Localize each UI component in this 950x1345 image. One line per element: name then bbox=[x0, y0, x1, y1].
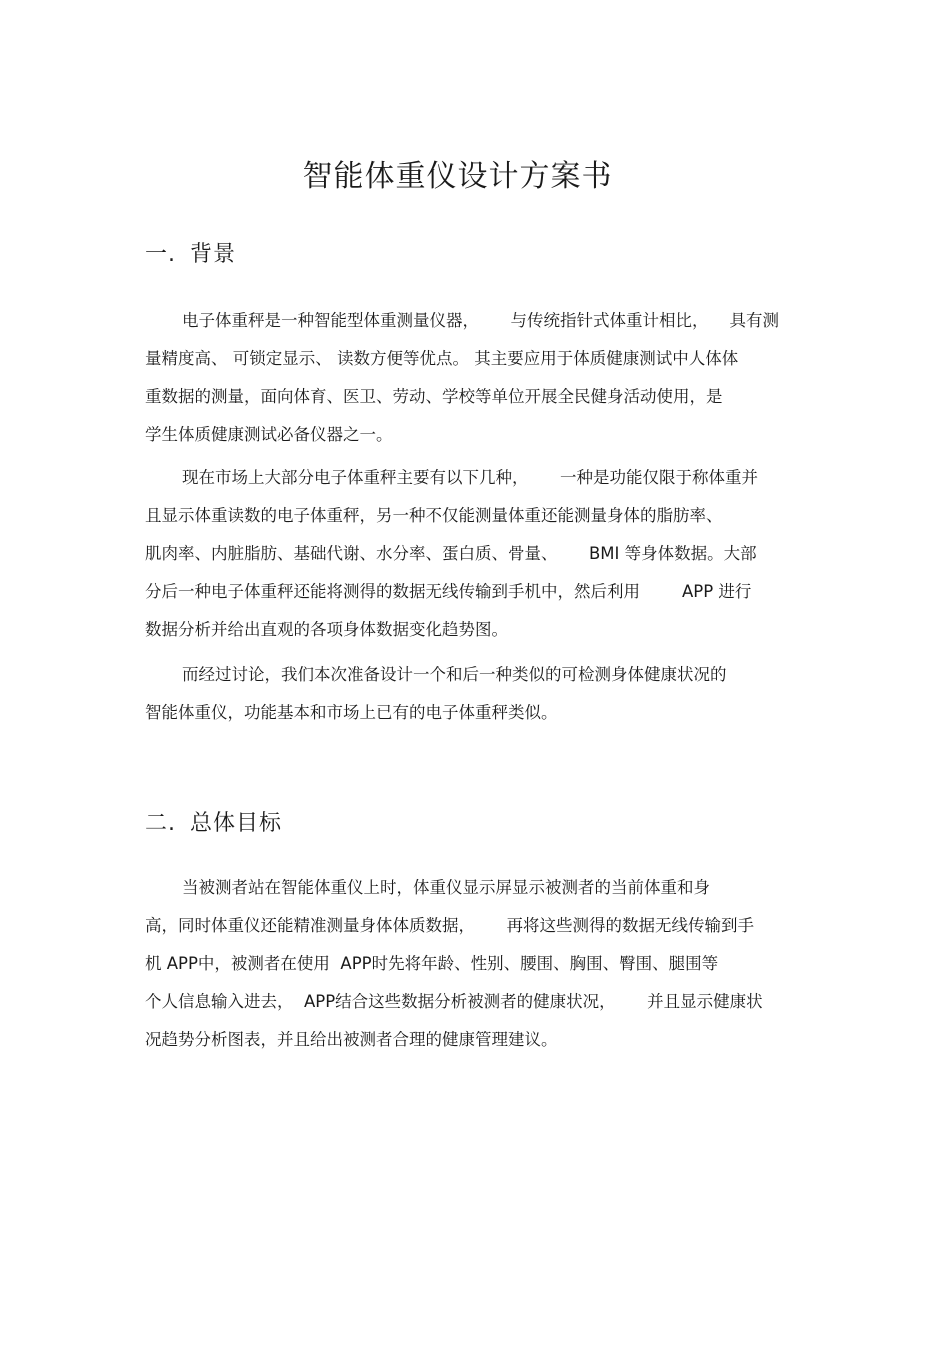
paragraph-line: 况趋势分析图表，并且给出被测者合理的健康管理建议。 bbox=[145, 1030, 558, 1049]
paragraph-line: 学生体质健康测试必备仪器之一。 bbox=[145, 425, 393, 444]
paragraph-line: 而经过讨论，我们本次准备设计一个和后一种类似的可检测身体健康状况的 bbox=[182, 665, 727, 684]
paragraph bbox=[145, 302, 810, 454]
paragraph-line: 现在市场上大部分电子体重秤主要有以下几种， 一种是功能仅限于称体重并 bbox=[182, 468, 758, 487]
paragraph-line: 当被测者站在智能体重仪上时，体重仪显示屏显示被测者的当前体重和身 bbox=[182, 878, 710, 897]
section-number: 二. bbox=[145, 811, 176, 836]
paragraph-line: 且显示体重读数的电子体重秤，另一种不仅能测量体重还能测量身体的脂肪率、 bbox=[145, 506, 723, 525]
paragraph bbox=[145, 869, 810, 1059]
paragraph-line: 分后一种电子体重秤还能将测得的数据无线传输到手机中，然后利用 APP 进行 bbox=[145, 582, 752, 601]
section-title: 总体目标 bbox=[190, 811, 283, 836]
paragraph-line: 个人信息输入进去， APP结合这些数据分析被测者的健康状况， 并且显示健康状 bbox=[145, 992, 763, 1011]
section-number: 一. bbox=[145, 242, 176, 267]
section-heading-background bbox=[145, 239, 236, 271]
paragraph-line: 肌肉率、内脏脂肪、基础代谢、水分率、蛋白质、骨量、 BMI 等身体数据。大部 bbox=[145, 544, 757, 563]
paragraph bbox=[145, 656, 810, 732]
paragraph-line: 数据分析并给出直观的各项身体数据变化趋势图。 bbox=[145, 620, 508, 639]
paragraph-line: 智能体重仪，功能基本和市场上已有的电子体重秤类似。 bbox=[145, 703, 558, 722]
section-heading-overall-goal bbox=[145, 808, 282, 840]
section-title: 背景 bbox=[190, 242, 237, 267]
paragraph-line: 机 APP中，被测者在使用 APP时先将年龄、性别、腰围、胸围、臀围、腿围等 bbox=[145, 954, 719, 973]
paragraph bbox=[145, 459, 810, 649]
paragraph-line: 电子体重秤是一种智能型体重测量仪器， 与传统指针式体重计相比， 具有测 bbox=[182, 311, 779, 330]
paragraph-line: 高，同时体重仪还能精准测量身体体质数据， 再将这些测得的数据无线传输到手 bbox=[145, 916, 754, 935]
document-title: 智能体重仪设计方案书 bbox=[302, 159, 613, 194]
paragraph-line: 量精度高、 可锁定显示、 读数方便等优点。 其主要应用于体质健康测试中人体体 bbox=[145, 349, 739, 368]
paragraph-line: 重数据的测量，面向体育、医卫、劳动、学校等单位开展全民健身活动使用，是 bbox=[145, 387, 723, 406]
